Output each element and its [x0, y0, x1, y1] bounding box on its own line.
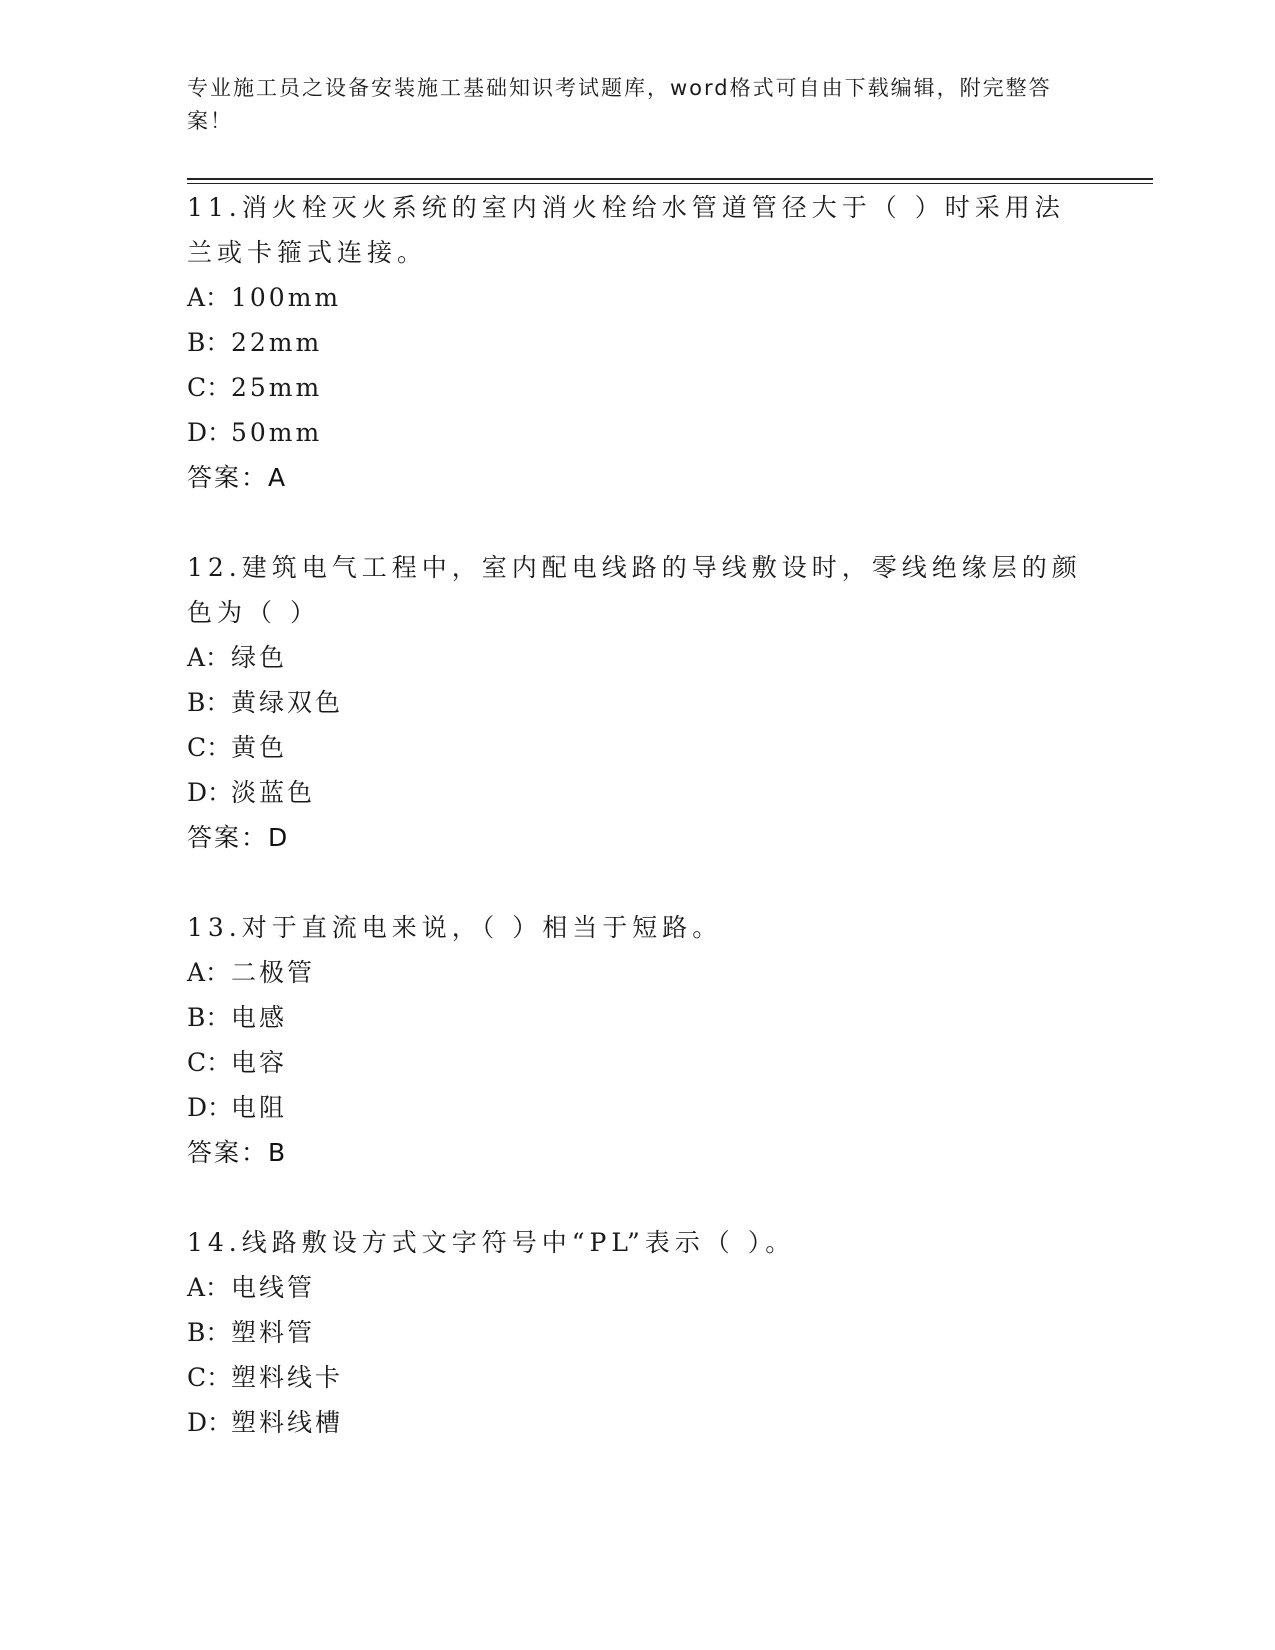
option-text: 二极管 — [231, 958, 316, 987]
option-key: D： — [187, 418, 233, 447]
document-header: 专业施工员之设备安装施工基础知识考试题库，word格式可自由下载编辑，附完整答案！ — [187, 76, 1052, 133]
option-key: B： — [187, 1003, 231, 1032]
option-d — [187, 1085, 1087, 1130]
option-a — [187, 1265, 1087, 1310]
option-key: A： — [187, 643, 231, 672]
option-text: 淡蓝色 — [231, 778, 316, 807]
option-key: C： — [187, 733, 232, 762]
option-text: 电容 — [231, 1048, 288, 1077]
option-c — [187, 1355, 1087, 1400]
header-divider-thin — [187, 183, 1153, 184]
question-14 — [187, 1220, 1087, 1445]
option-text: 电线管 — [231, 1273, 316, 1302]
option-key: B： — [187, 1318, 231, 1347]
option-c — [187, 725, 1087, 770]
option-key: A： — [187, 958, 231, 987]
option-text: 塑料管 — [231, 1318, 316, 1347]
option-text: 电感 — [231, 1003, 288, 1032]
option-key: C： — [187, 1048, 232, 1077]
option-text: 塑料线槽 — [231, 1408, 344, 1437]
option-text: 黄色 — [231, 733, 288, 762]
option-text: 100mm — [231, 283, 342, 312]
option-text: 电阻 — [231, 1093, 288, 1122]
header-divider-thick — [187, 178, 1153, 180]
option-c — [187, 1040, 1087, 1085]
option-b — [187, 320, 1087, 365]
option-text: 塑料线卡 — [231, 1363, 344, 1392]
option-key: A： — [187, 283, 231, 312]
question-stem: 11.消火栓灭火系统的室内消火栓给水管道管径大于（ ）时采用法兰或卡箍式连接。 — [187, 193, 1065, 267]
option-a — [187, 275, 1087, 320]
answer-line: 答案：A — [187, 463, 288, 492]
answer-line: 答案：D — [187, 823, 290, 852]
option-d — [187, 1400, 1087, 1445]
option-text: 黄绿双色 — [231, 688, 344, 717]
option-key: B： — [187, 328, 231, 357]
option-b — [187, 995, 1087, 1040]
option-key: A： — [187, 1273, 231, 1302]
option-b — [187, 680, 1087, 725]
question-stem: 12.建筑电气工程中，室内配电线路的导线敷设时，零线绝缘层的颜色为（ ） — [187, 553, 1082, 627]
option-text: 绿色 — [231, 643, 288, 672]
option-b — [187, 1310, 1087, 1355]
answer-line: 答案：B — [187, 1138, 288, 1167]
option-a — [187, 950, 1087, 995]
option-key: C： — [187, 1363, 232, 1392]
option-key: D： — [187, 1093, 233, 1122]
option-text: 22mm — [231, 328, 323, 357]
option-key: B： — [187, 688, 231, 717]
option-key: D： — [187, 778, 233, 807]
option-a — [187, 635, 1087, 680]
question-12 — [187, 545, 1087, 860]
question-13 — [187, 905, 1087, 1175]
option-text: 25mm — [231, 373, 323, 402]
option-c — [187, 365, 1087, 410]
question-11 — [187, 185, 1087, 500]
option-text: 50mm — [231, 418, 323, 447]
option-key: D： — [187, 1408, 233, 1437]
option-d — [187, 410, 1087, 455]
option-key: C： — [187, 373, 232, 402]
option-d — [187, 770, 1087, 815]
question-stem: 13.对于直流电来说，（ ）相当于短路。 — [187, 913, 723, 942]
question-stem: 14.线路敷设方式文字符号中“PL”表示（ ）。 — [187, 1228, 796, 1257]
